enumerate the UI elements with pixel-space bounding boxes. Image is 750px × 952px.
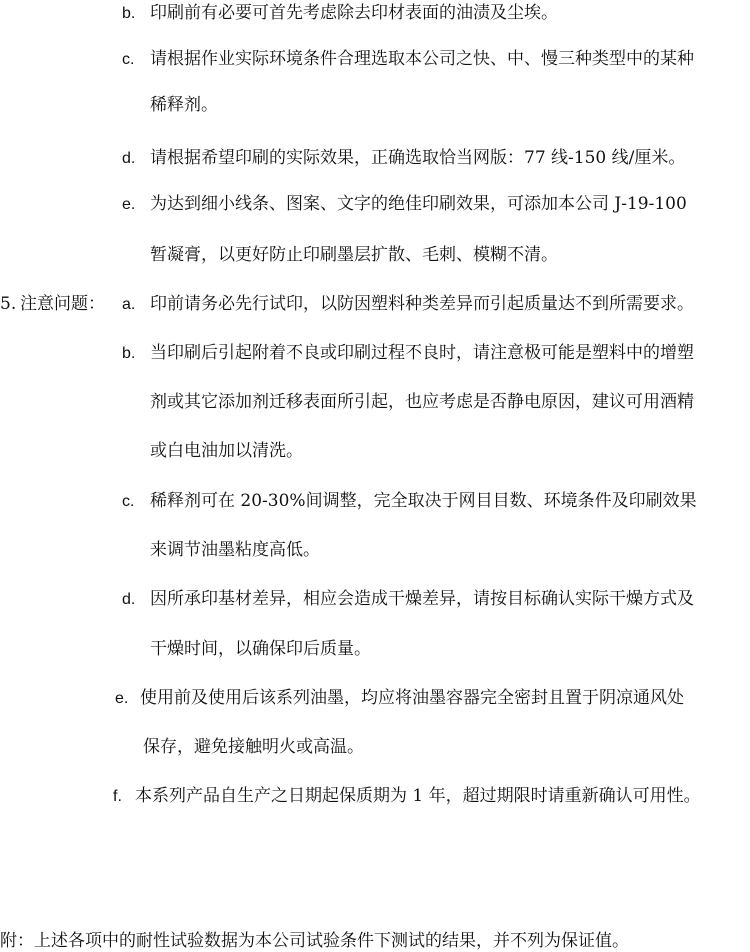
- item-5b-continuation-1: 剂或其它添加剂迁移表面所引起，也应考虑是否静电原因，建议可用酒精: [150, 392, 694, 412]
- item-marker: c.: [122, 51, 135, 68]
- footnote-text: 上述各项中的耐性试验数据为本公司试验条件下测试的结果，并不列为保证值。: [34, 931, 629, 951]
- item-5f: [113, 785, 701, 807]
- item-5b: [122, 342, 694, 364]
- item-marker: e.: [115, 690, 129, 707]
- item-5b-continuation-2: 或白电油加以清洗。: [150, 441, 303, 461]
- item-text: 稀释剂可在 20-30%间调整，完全取决于网目目数、环境条件及印刷效果: [150, 491, 697, 511]
- item-5d-continuation: 干燥时间，以确保印后质量。: [150, 639, 371, 659]
- item-marker: b.: [122, 5, 136, 22]
- item-5d: [122, 588, 694, 610]
- section-number: 5.: [0, 294, 17, 314]
- item-marker: b.: [122, 345, 136, 362]
- item-text: 使用前及使用后该系列油墨，均应将油墨容器完全密封且置于阴凉通风处: [140, 688, 684, 708]
- item-4e-continuation: 暂凝膏，以更好防止印刷墨层扩散、毛刺、模糊不清。: [150, 245, 558, 265]
- section-5-heading: [0, 293, 694, 315]
- item-text: 印刷前有必要可首先考虑除去印材表面的油渍及尘埃。: [150, 3, 558, 23]
- item-text: 印前请务必先行试印，以防因塑料种类差异而引起质量达不到所需要求。: [150, 294, 694, 314]
- item-4e: [122, 193, 687, 215]
- item-5c: [122, 490, 697, 512]
- item-marker: f.: [113, 788, 122, 805]
- item-marker: a.: [122, 296, 136, 313]
- footnote-label: 附：: [0, 931, 34, 951]
- item-text: 当印刷后引起附着不良或印刷过程不良时，请注意极可能是塑料中的增塑: [150, 343, 694, 363]
- item-4c-continuation: 稀释剂。: [150, 95, 218, 115]
- item-marker: e.: [122, 196, 136, 213]
- item-marker: c.: [122, 493, 135, 510]
- item-4d: [122, 147, 685, 169]
- item-5c-continuation: 来调节油墨粘度高低。: [150, 540, 320, 560]
- item-5e: [115, 687, 684, 709]
- item-text: 请根据作业实际环境条件合理选取本公司之快、中、慢三种类型中的某种: [150, 49, 694, 69]
- item-text: 本系列产品自生产之日期起保质期为 1 年，超过期限时请重新确认可用性。: [135, 786, 701, 806]
- item-text: 因所承印基材差异，相应会造成干燥差异，请按目标确认实际干燥方式及: [150, 589, 694, 609]
- item-text: 请根据希望印刷的实际效果，正确选取恰当网版：77 线-150 线/厘米。: [150, 148, 686, 168]
- item-text: 为达到细小线条、图案、文字的绝佳印刷效果，可添加本公司 J-19-100: [150, 194, 687, 214]
- item-marker: d.: [122, 591, 136, 608]
- section-title: 注意问题：: [20, 294, 105, 314]
- item-4b: [122, 2, 558, 24]
- item-marker: d.: [122, 150, 136, 167]
- item-4c: [122, 48, 694, 70]
- footnote: [0, 930, 629, 952]
- item-5e-continuation: 保存，避免接触明火或高温。: [143, 737, 364, 757]
